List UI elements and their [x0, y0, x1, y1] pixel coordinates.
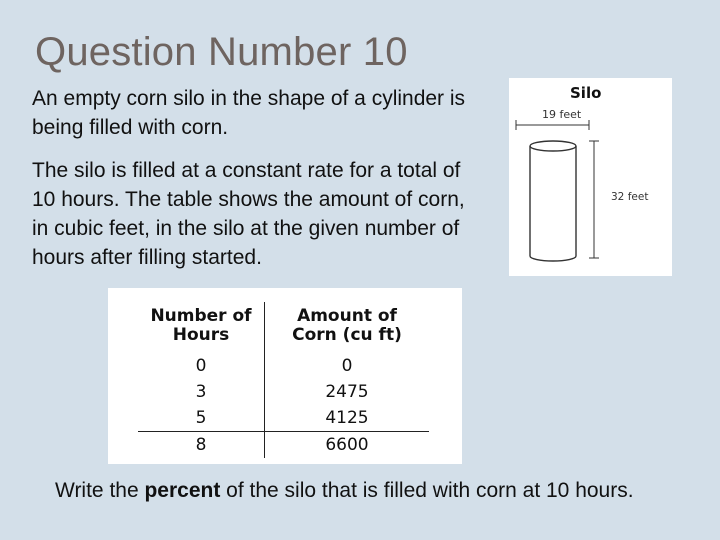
question-text [55, 476, 695, 506]
cylinder-bottom [530, 256, 576, 261]
silo-title: Silo [570, 84, 602, 102]
corn-amount-table [138, 302, 429, 458]
silo-figure [509, 78, 672, 276]
cylinder-top [530, 141, 576, 151]
cell-amount: 2475 [325, 382, 369, 402]
table-row [138, 405, 429, 432]
header-hours-line-2: Hours [172, 325, 230, 345]
cell-amount: 4125 [325, 408, 369, 428]
intro-paragraph: An empty corn silo in the shape of a cylinder is being filled with corn. [32, 87, 466, 139]
cell-amount: 0 [341, 356, 353, 376]
header-amount-line-2: Corn (cu ft) [292, 325, 402, 345]
cell-amount: 6600 [265, 432, 430, 459]
silo-height-label: 32 feet [611, 191, 649, 203]
data-table-panel [108, 288, 462, 464]
cell-hours: 8 [138, 432, 265, 459]
cell-hours: 0 [138, 353, 265, 379]
slide-title: Question Number 10 [35, 30, 408, 74]
silo-diameter-label: 19 feet [542, 108, 582, 121]
table-row [138, 353, 429, 379]
header-amount-line-1: Amount of [297, 306, 397, 326]
cell-hours: 3 [138, 379, 265, 405]
question-before: Write the [55, 479, 145, 502]
description-paragraph: The silo is filled at a constant rate for a total of 10 hours. The table shows the amount of corn, in cubic feet, in the silo at the given number of hours after filling started. [32, 159, 465, 269]
table-header-row [138, 302, 429, 353]
header-amount [265, 302, 430, 353]
question-bold-word: percent [144, 479, 221, 502]
table-row [138, 379, 429, 405]
header-hours [138, 302, 265, 353]
question-after: of the silo that is filled with corn at 10 hours. [220, 479, 634, 502]
table-row [138, 432, 429, 459]
silo-diagram [509, 78, 672, 276]
header-hours-line-1: Number of [150, 306, 252, 326]
cell-hours: 5 [138, 405, 265, 432]
